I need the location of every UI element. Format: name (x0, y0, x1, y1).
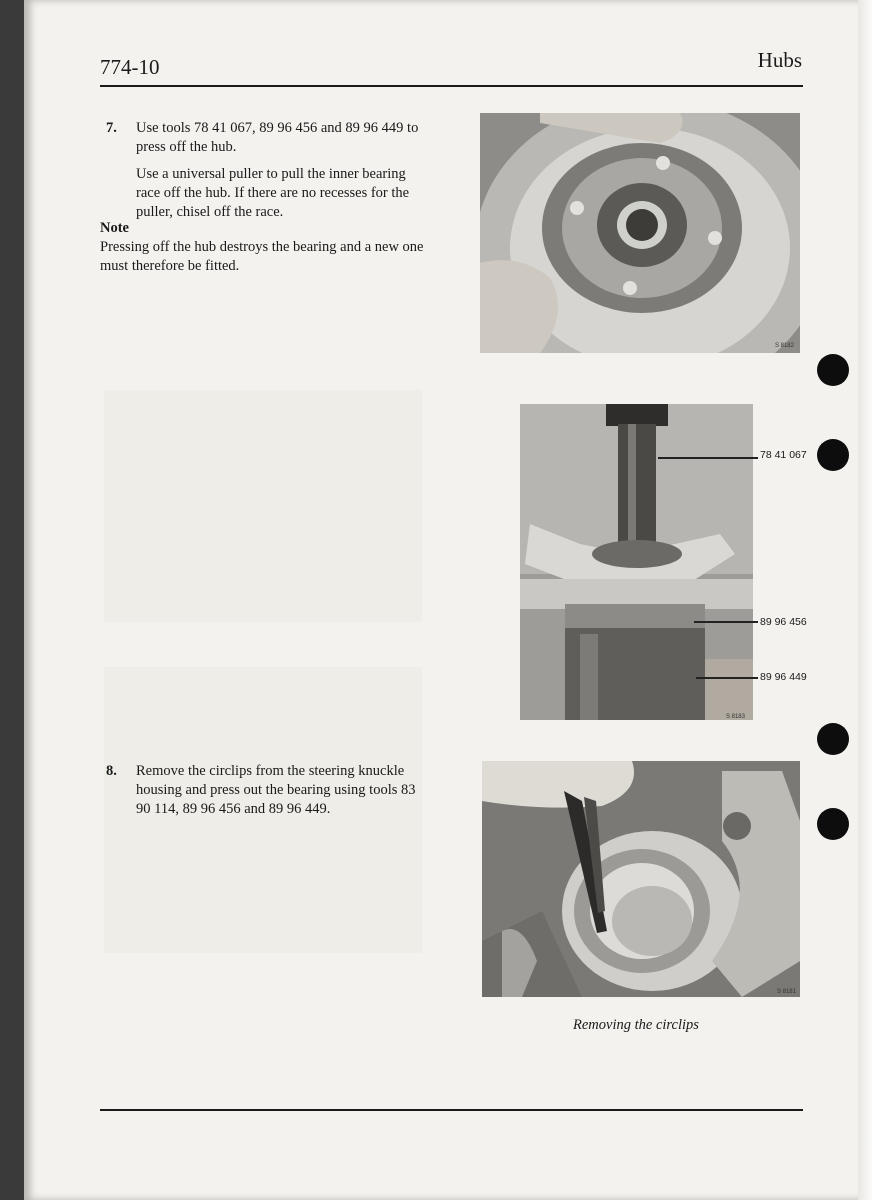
step-7 (106, 119, 433, 230)
page-number: 774-10 (100, 55, 160, 79)
binder-hole (817, 439, 849, 471)
figure-reference: S 8183 (725, 714, 745, 720)
note (100, 219, 433, 276)
note-text: Pressing off the hub destroys the bearing and a new one must therefore be fitted. (100, 239, 424, 274)
binder-hole (817, 723, 849, 755)
hub-photo-drawing (480, 113, 800, 353)
step-8-paragraph-1: Remove the circlips from the steering knuckle housing and press out the bearing using tools 83 90 114, 89 96 456 and 89 96 449. (136, 763, 416, 817)
callout-tool-78-41-067: 78 41 067 (760, 449, 807, 461)
footer-divider (100, 1109, 803, 1111)
figure-reference: S 8181 (776, 989, 796, 995)
press-tool-drawing (520, 404, 753, 720)
section-title: Hubs (757, 48, 802, 72)
binder-hole (817, 808, 849, 840)
figure-reference: S 8182 (774, 343, 794, 349)
note-label: Note (100, 220, 129, 236)
step-7-paragraph-1: Use tools 78 41 067, 89 96 456 and 89 96 449 to press off the hub. (136, 120, 419, 155)
press-tool-photo (520, 404, 753, 720)
manual-page (24, 0, 872, 1200)
figure-caption: Removing the circlips (573, 1017, 699, 1033)
page-edge (858, 0, 872, 1200)
step-number: 7. (106, 120, 117, 136)
circlip-photo-drawing (482, 761, 800, 997)
show-through-block (104, 390, 422, 622)
callout-line (658, 457, 758, 459)
callout-tool-89-96-449: 89 96 449 (760, 671, 807, 683)
step-8 (106, 762, 433, 827)
callout-tool-89-96-456: 89 96 456 (760, 616, 807, 628)
step-7-paragraph-2: Use a universal puller to pull the inner bearing race off the hub. If there are no recesses for the puller, chisel off the race. (136, 166, 410, 220)
header-divider (100, 85, 803, 87)
binder-hole (817, 354, 849, 386)
circlip-removal-photo (482, 761, 800, 997)
callout-line (694, 621, 758, 623)
hub-removal-photo (480, 113, 800, 353)
step-number: 8. (106, 763, 117, 779)
callout-line (696, 677, 758, 679)
